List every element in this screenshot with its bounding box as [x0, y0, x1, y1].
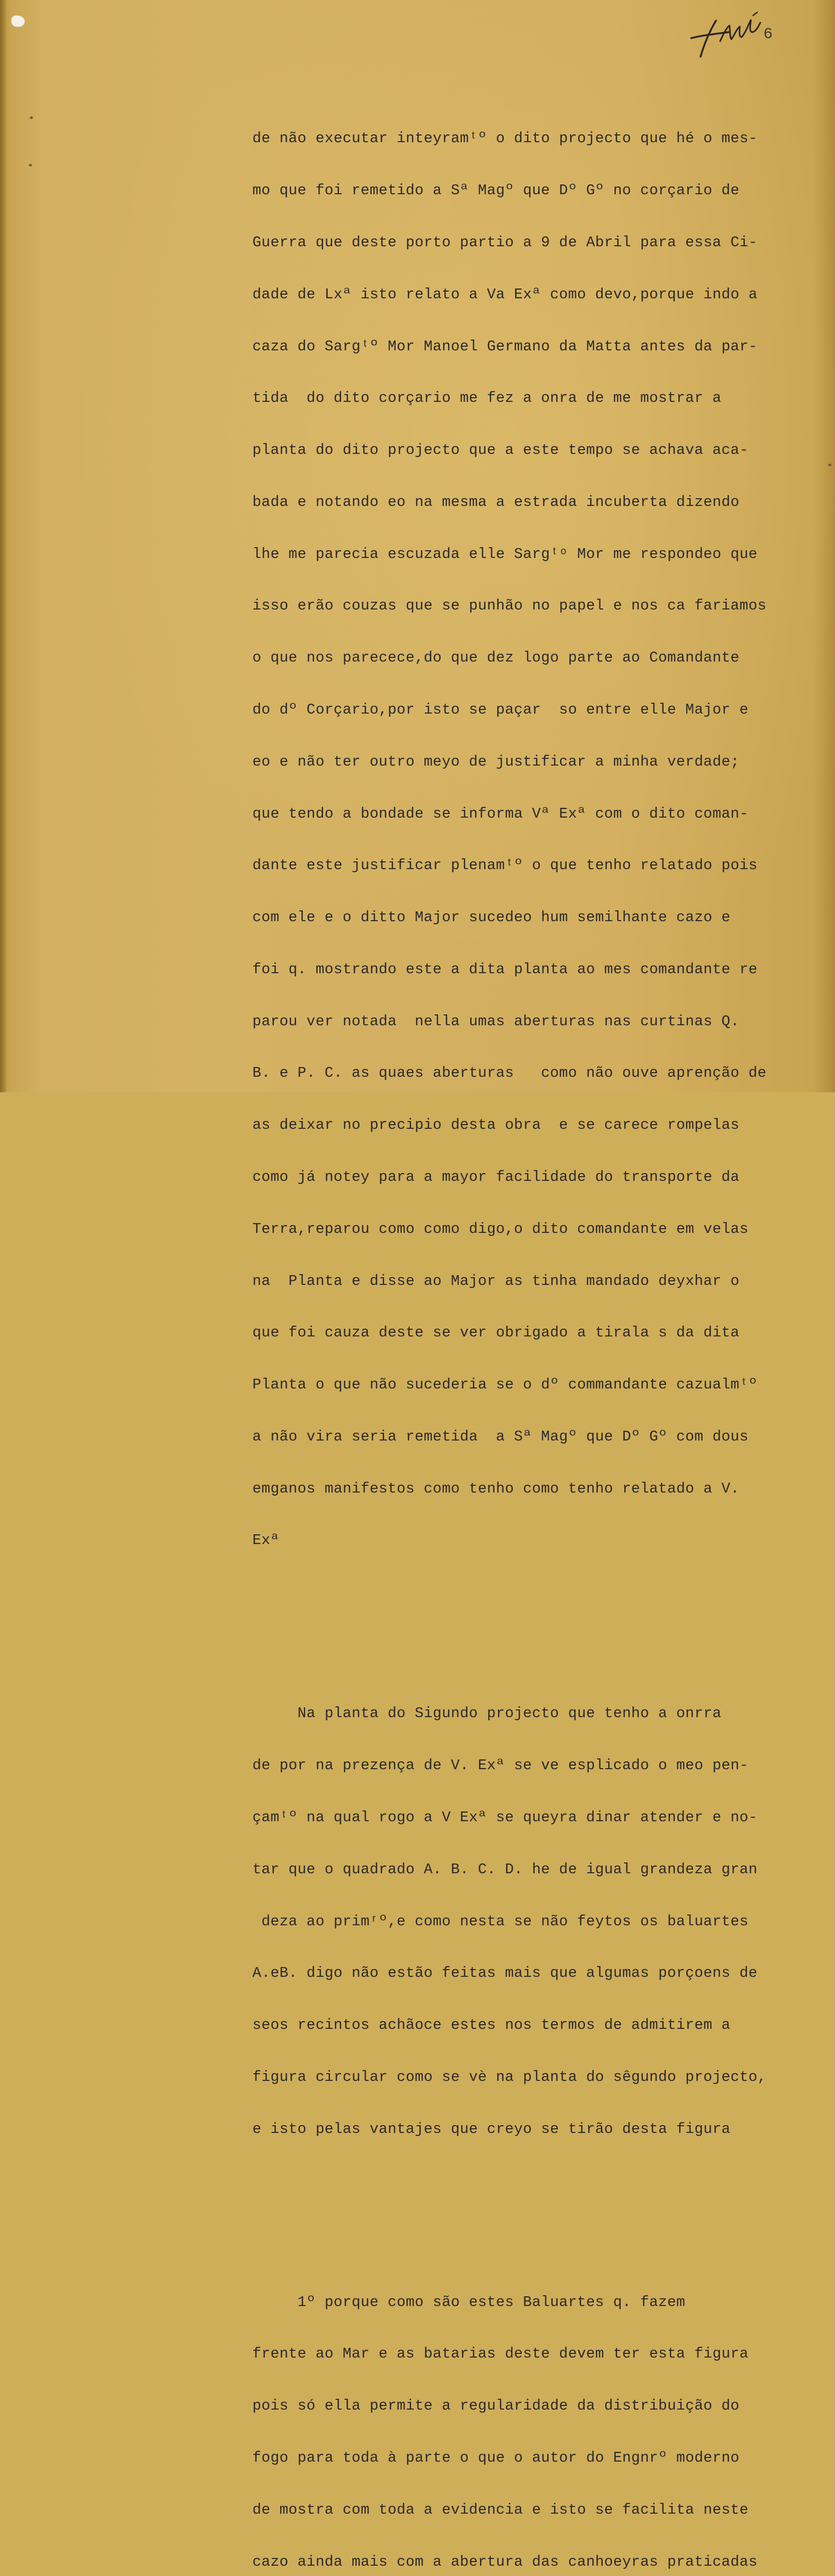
text-line: planta do dito projecto que a este tempo se achava aca- — [252, 442, 748, 459]
text-line: de mostra com toda a evidencia e isto se facilita neste — [252, 2501, 748, 2518]
text-line: frente ao Mar e as batarias deste devem ter esta figura — [252, 2345, 748, 2363]
text-line: caza do Sargᵗº Mor Manoel Germano da Matta antes da par- — [252, 337, 758, 355]
paper-tear-mark — [11, 15, 25, 27]
text-line: deza ao primʳº,e como nesta se não feytos os baluartes — [252, 1912, 748, 1930]
text-line: o que nos parecece,do que dez logo parte ao Comandante — [252, 649, 740, 667]
text-line: eo e não ter outro meyo de justificar a minha verdade; — [252, 753, 740, 770]
text-line: figura circular como se vè na planta do sêgundo projecto, — [252, 2068, 767, 2086]
text-line: pois só ella permite a regularidade da distribuição do — [252, 2397, 740, 2415]
text-line: dade de Lxª isto relato a Va Exª como devo,porque indo a — [252, 285, 758, 303]
text-line: de não executar inteyramᵗº o dito projecto que hé o mes- — [252, 130, 758, 147]
text-line: a não vira seria remetida a Sª Magº que Dº Gº com dous — [252, 1428, 748, 1445]
page-number: 6 — [763, 26, 773, 43]
text-line: Exª — [252, 1532, 280, 1549]
text-line: parou ver notada nella umas aberturas nas curtinas Q. — [252, 1012, 740, 1030]
text-line: e isto pelas vantajes que creyo se tirão desta figura — [252, 2120, 730, 2138]
text-line: que tendo a bondade se informa Vª Exª com o dito coman- — [252, 805, 748, 822]
text-line: foi q. mostrando este a dita planta ao mes comandante re — [252, 960, 758, 978]
text-line: que foi cauza deste se ver obrigado a tirala s da dita — [252, 1324, 740, 1342]
handwritten-signature-icon — [680, 11, 762, 60]
text-line: as deixar no precipio desta obra e se carece rompelas — [252, 1116, 740, 1134]
text-line: çamᵗº na qual rogo a V Exª se queyra dinar atender e no- — [252, 1808, 758, 1826]
paragraph-gap — [252, 1618, 832, 1636]
text-line: emganos manifestos como tenho como tenho relatado a V. — [252, 1480, 740, 1497]
text-line: isso erão couzas que se punhão no papel e nos ca fariamos — [252, 597, 767, 615]
text-line: 1º porque como são estes Baluartes q. fazem — [252, 2293, 686, 2311]
paragraph — [252, 1670, 832, 2172]
text-line: fogo para toda à parte o que o autor do Engnrº moderno — [252, 2449, 740, 2466]
page-edge-shadow — [0, 0, 6, 1092]
text-line: cazo ainda mais com a abertura das canhoeyras praticadas — [252, 2553, 758, 2570]
letter-body — [252, 61, 832, 2576]
text-line: Terra,reparou como como digo,o dito comandante em velas — [252, 1220, 748, 1238]
text-line: dante este justificar plenamᵗº o que tenho relatado pois — [252, 857, 758, 874]
text-line: lhe me parecia escuzada elle Sargᵗᵒ Mor me respondeo que — [252, 545, 758, 563]
text-line: Guerra que deste porto partio a 9 de Abril para essa Ci- — [252, 233, 758, 251]
text-line: do dº Corçario,por isto se paçar so entre elle Major e — [252, 701, 748, 718]
text-line: com ele e o ditto Major sucedeo hum semilhante cazo e — [252, 909, 730, 926]
paper-spot — [29, 164, 32, 166]
paragraph — [252, 95, 832, 1584]
paper-spot — [30, 116, 33, 119]
text-line: tar que o quadrado A. B. C. D. he de igual grandeza gran — [252, 1860, 758, 1878]
text-line: tida do dito corçario me fez a onra de me mostrar a — [252, 389, 722, 407]
paragraph — [252, 2259, 832, 2576]
text-line: seos recintos achãoce estes nos termos de admitirem a — [252, 2016, 730, 2034]
text-line: na Planta e disse ao Major as tinha mandado deyxhar o — [252, 1272, 740, 1290]
text-line: Na planta do Sigundo projecto que tenho a onrra — [252, 1705, 722, 1722]
text-line: como já notey para a mayor facilidade do transporte da — [252, 1168, 740, 1185]
text-line: bada e notando eo na mesma a estrada incuberta dizendo — [252, 493, 740, 511]
paragraph-gap — [252, 2207, 832, 2225]
text-line: A.eB. digo não estão feitas mais que algumas porçoens de — [252, 1964, 758, 1982]
text-line: B. e P. C. as quaes aberturas como não ouve aprenção de — [252, 1064, 767, 1082]
text-line: mo que foi remetido a Sª Magº que Dº Gº no corçario de — [252, 182, 740, 199]
text-line: Planta o que não sucederia se o dº commandante cazualmᵗº — [252, 1376, 758, 1394]
text-line: de por na prezença de V. Exª se ve esplicado o meo pen- — [252, 1757, 748, 1774]
